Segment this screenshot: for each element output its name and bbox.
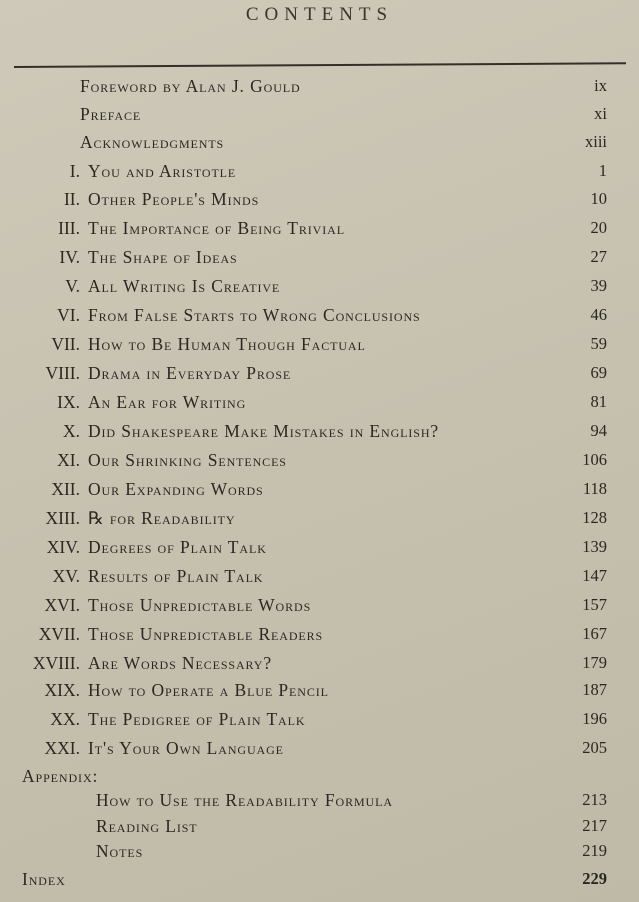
chapter-number: XIV. — [46, 537, 80, 557]
toc-chapter-row — [0, 478, 639, 500]
chapter-number: XXI. — [44, 738, 80, 758]
toc-chapter-row — [0, 507, 639, 529]
chapter-title: The Importance of Being Trivial — [88, 218, 345, 238]
entry-page: xi — [594, 104, 607, 123]
chapter-page: 106 — [582, 450, 607, 469]
chapter-title: How to Operate a Blue Pencil — [88, 680, 329, 700]
chapter-title: Our Expanding Words — [88, 479, 264, 499]
chapter-number: XII. — [51, 479, 80, 499]
chapter-number: XV. — [52, 566, 80, 586]
page-title: CONTENTS — [245, 4, 394, 25]
toc-chapter-row — [0, 188, 639, 210]
chapter-page: 46 — [590, 305, 607, 324]
toc-chapter-row — [0, 304, 639, 326]
chapter-title: It's Your Own Language — [88, 738, 284, 758]
entry-page: ix — [594, 76, 607, 95]
chapter-page: 167 — [582, 624, 607, 643]
chapter-title: Other People's Minds — [88, 189, 260, 209]
chapter-page: 118 — [582, 479, 607, 498]
toc-chapter-row — [0, 275, 639, 297]
chapter-number: IV. — [59, 247, 80, 267]
chapter-page: 39 — [590, 276, 607, 295]
toc-chapter-row — [0, 536, 639, 558]
toc-chapter-row — [0, 246, 639, 268]
toc-entry-preface — [0, 103, 639, 125]
chapter-title: Degrees of Plain Talk — [88, 537, 267, 557]
entry-title: Acknowledgments — [80, 132, 225, 152]
chapter-page: 147 — [582, 566, 607, 585]
chapter-title: The Shape of Ideas — [88, 247, 238, 267]
toc-entry-index — [0, 868, 639, 890]
chapter-title: Results of Plain Talk — [88, 566, 264, 586]
chapter-number: IX. — [57, 392, 80, 412]
chapter-number: III. — [58, 218, 80, 238]
chapter-page: 20 — [590, 218, 607, 237]
toc-chapter-row — [0, 623, 639, 645]
toc-entry-foreword — [0, 75, 639, 97]
toc-chapter-row — [0, 652, 639, 674]
chapter-page: 81 — [590, 392, 607, 411]
toc-chapter-row — [0, 565, 639, 587]
toc-chapter-row — [0, 737, 639, 759]
chapter-title: Our Shrinking Sentences — [88, 450, 287, 470]
chapter-title: Those Unpredictable Readers — [88, 624, 324, 644]
chapter-page: 139 — [582, 537, 607, 556]
toc-chapter-row — [0, 420, 639, 442]
chapter-number: XX. — [50, 709, 80, 729]
chapter-page: 59 — [590, 334, 607, 353]
appendix-page: 219 — [582, 841, 607, 860]
toc-chapter-row — [0, 160, 639, 182]
chapter-page: 196 — [582, 709, 607, 728]
appendix-page: 217 — [582, 816, 607, 835]
chapter-number: XVI. — [44, 595, 80, 615]
chapter-page: 1 — [598, 161, 607, 180]
index-page: 229 — [582, 869, 607, 888]
chapter-title: Drama in Everyday Prose — [88, 363, 292, 383]
toc-chapter-row — [0, 333, 639, 355]
appendix-label: Appendix: — [22, 766, 99, 786]
chapter-number: VIII. — [45, 363, 80, 383]
chapter-page: 128 — [582, 508, 607, 527]
entry-title: Foreword by Alan J. Gould — [80, 76, 301, 96]
chapter-page: 179 — [582, 653, 607, 672]
index-title: Index — [22, 869, 66, 889]
chapter-page: 157 — [582, 595, 607, 614]
chapter-number: VII. — [51, 334, 80, 354]
chapter-page: 187 — [582, 680, 607, 699]
toc-chapter-row — [0, 594, 639, 616]
chapter-page: 27 — [590, 247, 607, 266]
chapter-title: ℞ for Readability — [88, 508, 236, 528]
toc-chapter-row — [0, 708, 639, 730]
chapter-number: XVIII. — [32, 653, 80, 673]
toc-appendix-entry — [0, 789, 639, 811]
chapter-number: XIII. — [45, 508, 80, 528]
chapter-number: V. — [65, 276, 80, 296]
chapter-number: XVII. — [38, 624, 80, 644]
toc-appendix-entry — [0, 815, 639, 837]
chapter-title: Those Unpredictable Words — [88, 595, 312, 615]
chapter-number: X. — [62, 421, 80, 441]
chapter-title: The Pedigree of Plain Talk — [88, 709, 306, 729]
appendix-title: Reading List — [96, 816, 198, 836]
chapter-page: 69 — [590, 363, 607, 382]
chapter-page: 94 — [590, 421, 607, 440]
toc-chapter-row — [0, 391, 639, 413]
chapter-page: 205 — [582, 738, 607, 757]
entry-title: Preface — [80, 104, 142, 124]
chapter-title: From False Starts to Wrong Conclusions — [88, 305, 421, 325]
chapter-title: You and Aristotle — [88, 161, 237, 181]
appendix-title: Notes — [96, 841, 144, 861]
chapter-number: XI. — [57, 450, 80, 470]
appendix-page: 213 — [582, 790, 607, 809]
toc-chapter-row — [0, 217, 639, 239]
toc-chapter-row — [0, 362, 639, 384]
entry-page: xiii — [584, 132, 607, 151]
toc-entry-acknowledgments — [0, 131, 639, 153]
chapter-title: All Writing Is Creative — [88, 276, 281, 296]
toc-appendix-heading — [0, 765, 639, 787]
chapter-title: Did Shakespeare Make Mistakes in English? — [88, 421, 440, 441]
header-rule — [14, 62, 626, 68]
appendix-title: How to Use the Readability Formula — [96, 790, 393, 810]
chapter-number: II. — [63, 189, 80, 209]
toc-appendix-entry — [0, 840, 639, 862]
chapter-title: Are Words Necessary? — [88, 653, 273, 673]
chapter-number: I. — [69, 161, 80, 181]
toc-chapter-row — [0, 449, 639, 471]
chapter-page: 10 — [590, 189, 607, 208]
chapter-title: An Ear for Writing — [88, 392, 247, 412]
chapter-number: XIX. — [44, 680, 80, 700]
chapter-number: VI. — [57, 305, 80, 325]
chapter-title: How to Be Human Though Factual — [88, 334, 366, 354]
toc-chapter-row — [0, 679, 639, 701]
